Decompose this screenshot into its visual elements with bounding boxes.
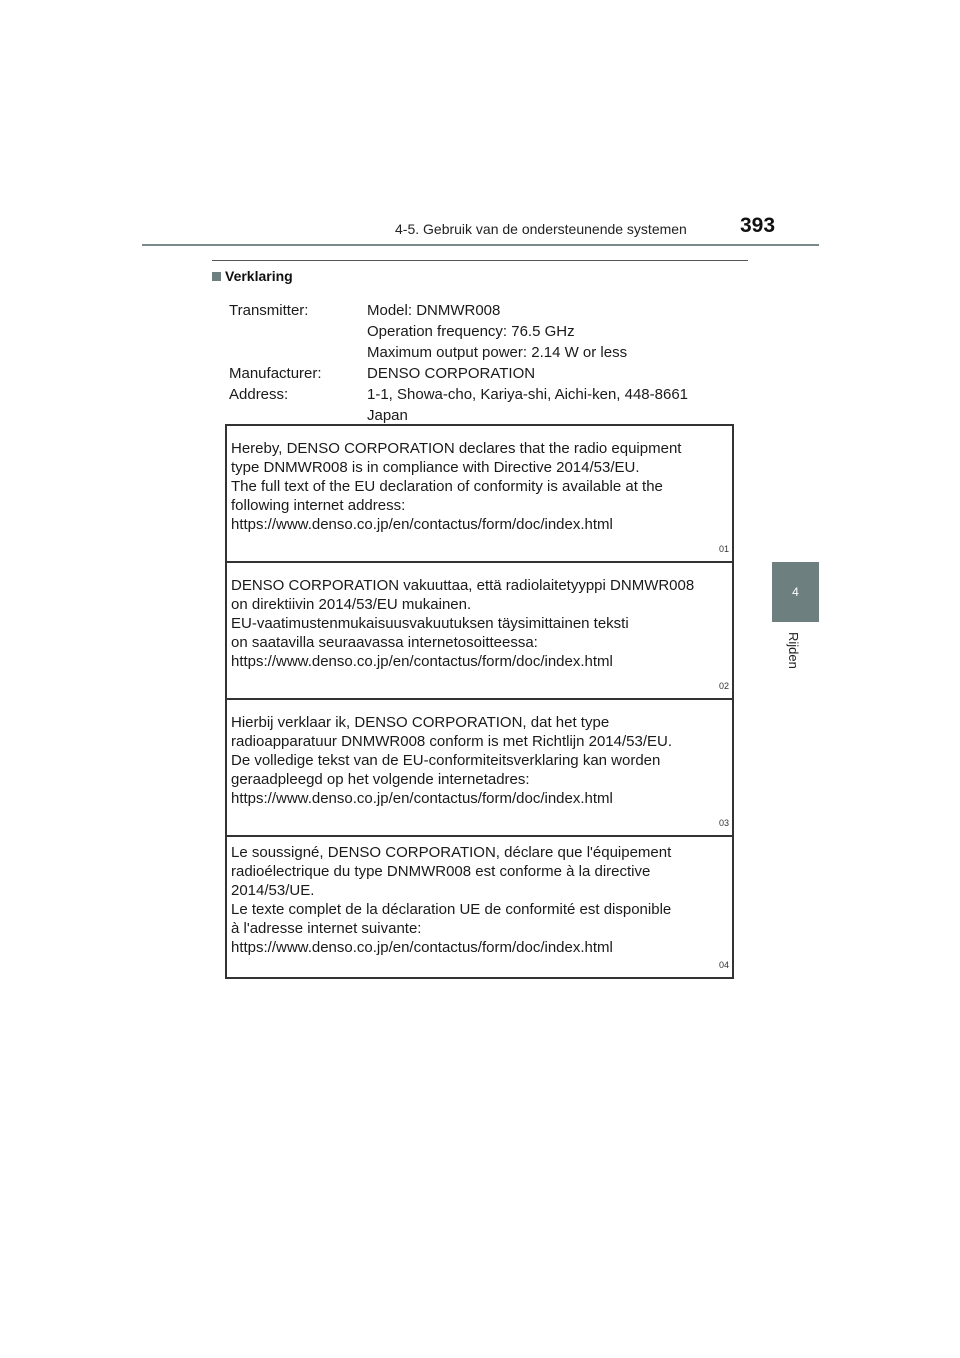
declaration-line: type DNMWR008 is in compliance with Directive 2014/53/EU. — [231, 459, 640, 476]
chapter-number: 4 — [792, 585, 799, 599]
spec-row — [229, 300, 688, 321]
spec-value: Japan — [367, 407, 408, 424]
section-title-text: Verklaring — [225, 268, 293, 284]
square-bullet-icon — [212, 272, 221, 281]
declaration-url: https://www.denso.co.jp/en/contactus/form/doc/index.html — [231, 653, 613, 670]
spec-label — [229, 321, 367, 342]
spec-value: Operation frequency: 76.5 GHz — [367, 323, 575, 340]
declaration-line: Le soussigné, DENSO CORPORATION, déclare que l'équipement — [231, 844, 672, 861]
running-header: 4-5. Gebruik van de ondersteunende systemen — [395, 221, 687, 237]
spec-row — [229, 384, 688, 405]
spec-row — [229, 342, 688, 363]
chapter-tab — [772, 562, 819, 622]
spec-value: Maximum output power: 2.14 W or less — [367, 344, 628, 361]
box-code: 04 — [718, 960, 729, 970]
declaration-box-nl — [227, 700, 732, 837]
declaration-line: Hierbij verklaar ik, DENSO CORPORATION, dat het type — [231, 714, 610, 731]
declaration-line: 2014/53/UE. — [231, 882, 315, 899]
spec-row — [229, 405, 688, 426]
declaration-line: DENSO CORPORATION vakuuttaa, että radiolaitetyyppi DNMWR008 — [231, 577, 695, 594]
box-code: 02 — [718, 681, 729, 691]
spec-value: DENSO CORPORATION — [367, 365, 536, 382]
spec-value: 1-1, Showa-cho, Kariya-shi, Aichi-ken, 448-8661 — [367, 386, 689, 403]
page-number: 393 — [740, 214, 776, 237]
spec-table — [229, 300, 688, 426]
declaration-url: https://www.denso.co.jp/en/contactus/form/doc/index.html — [231, 790, 613, 807]
declaration-box-fi — [227, 563, 732, 700]
declaration-box-en — [227, 426, 732, 563]
chapter-label: Rijden — [786, 632, 801, 669]
spec-row — [229, 321, 688, 342]
section-divider — [212, 260, 748, 261]
section-title — [212, 268, 293, 284]
spec-label — [229, 405, 367, 426]
declaration-line: radioapparatuur DNMWR008 conform is met Richtlijn 2014/53/EU. — [231, 733, 673, 750]
spec-label: Address: — [229, 386, 289, 403]
declaration-line: radioélectrique du type DNMWR008 est conforme à la directive — [231, 863, 651, 880]
box-code: 03 — [718, 818, 729, 828]
declaration-line: on direktiivin 2014/53/EU mukainen. — [231, 596, 472, 613]
declaration-url: https://www.denso.co.jp/en/contactus/form/doc/index.html — [231, 939, 613, 956]
spec-row — [229, 363, 688, 384]
declaration-line: on saatavilla seuraavassa internetosoitteessa: — [231, 634, 538, 651]
declaration-line: De volledige tekst van de EU-conformiteitsverklaring kan worden — [231, 752, 661, 769]
declaration-line: following internet address: — [231, 497, 406, 514]
declaration-line: à l'adresse internet suivante: — [231, 920, 422, 937]
declaration-line: Le texte complet de la déclaration UE de conformité est disponible — [231, 901, 672, 918]
spec-label: Manufacturer: — [229, 365, 322, 382]
declaration-line: The full text of the EU declaration of conformity is available at the — [231, 478, 663, 495]
declaration-boxes — [225, 424, 734, 979]
declaration-box-fr — [227, 837, 732, 977]
declaration-line: geraadpleegd op het volgende internetadres: — [231, 771, 530, 788]
box-code: 01 — [718, 544, 729, 554]
spec-label: Transmitter: — [229, 302, 309, 319]
spec-value: Model: DNMWR008 — [367, 302, 501, 319]
header-divider — [142, 244, 819, 246]
declaration-line: EU-vaatimustenmukaisuusvakuutuksen täysimittainen teksti — [231, 615, 629, 632]
declaration-line: Hereby, DENSO CORPORATION declares that the radio equipment — [231, 440, 682, 457]
declaration-url: https://www.denso.co.jp/en/contactus/form/doc/index.html — [231, 516, 613, 533]
spec-label — [229, 342, 367, 363]
